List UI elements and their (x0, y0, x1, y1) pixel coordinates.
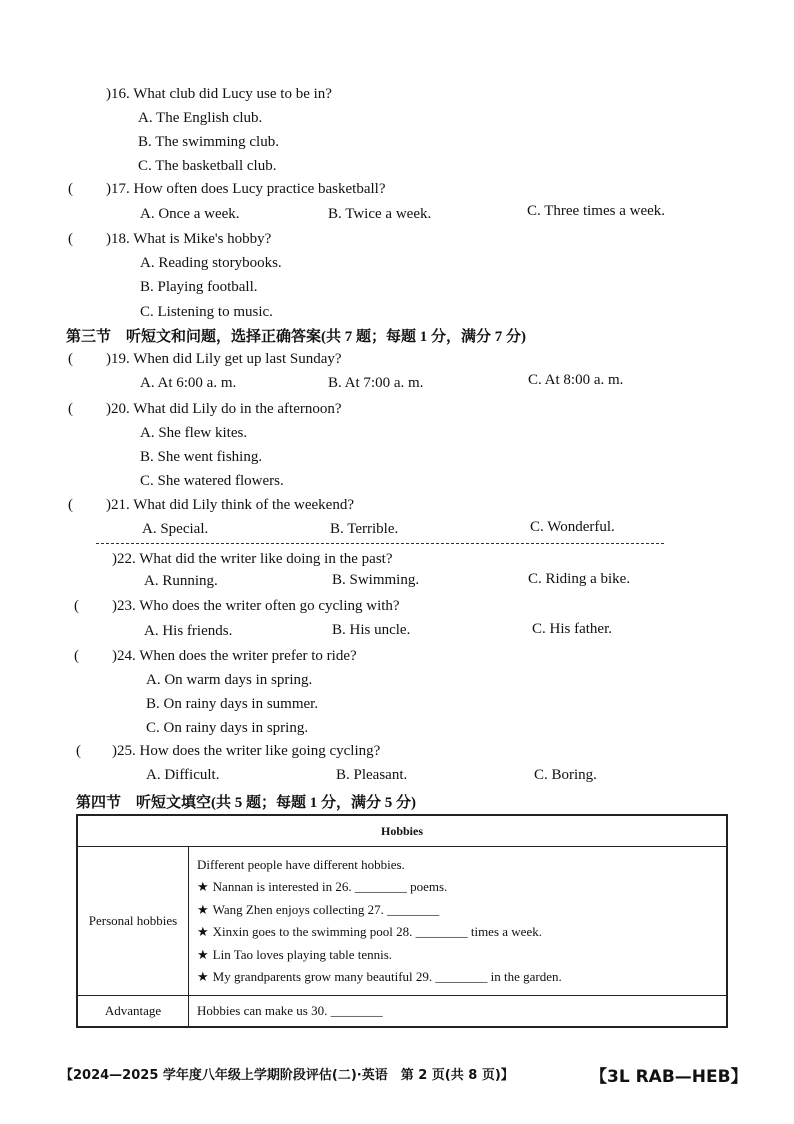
option-a: A. On warm days in spring. (146, 672, 313, 688)
personal-hobbies-label: Personal hobbies (77, 847, 189, 996)
question-text: Who does the writer often go cycling with? (139, 598, 400, 614)
star-icon: ★ (197, 946, 209, 962)
question-text: What club did Lucy use to be in? (133, 86, 332, 102)
question-21 (106, 497, 354, 514)
star-icon: ★ (197, 924, 209, 939)
question-25 (112, 743, 380, 760)
option-c: C. Listening to music. (140, 304, 273, 320)
section-4-heading: 第四节 听短文填空(共 5 题；每题 1 分，满分 5 分) (76, 795, 416, 811)
question-number: )16. (106, 86, 130, 102)
list-item (197, 944, 718, 967)
answer-bracket: ( (74, 648, 79, 664)
personal-hobbies-cell (189, 847, 728, 996)
option-b: B. On rainy days in summer. (146, 696, 319, 712)
option-a: A. Special. (142, 521, 209, 537)
option-b: B. She went fishing. (140, 449, 263, 465)
question-text: How often does Lucy practice basketball? (133, 181, 386, 197)
advantage-label: Advantage (77, 996, 189, 1028)
question-number: )23. (112, 598, 136, 614)
list-item (197, 921, 718, 944)
page-footer: 【2024—2025 学年度八年级上学期阶段评估(二)·英语 第 2 页(共 8 页)】 (60, 1068, 514, 1083)
option-c: C. Three times a week. (527, 203, 666, 219)
option-b: B. Pleasant. (336, 767, 408, 783)
dashed-divider (96, 543, 664, 544)
option-a: A. The English club. (138, 110, 263, 126)
option-a: A. His friends. (144, 623, 233, 639)
question-text: When did Lily get up last Sunday? (133, 351, 342, 367)
question-19 (106, 351, 342, 368)
question-number: )22. (112, 551, 136, 567)
star-icon: ★ (197, 879, 209, 894)
question-22 (112, 551, 393, 568)
option-b: B. The swimming club. (138, 134, 279, 150)
option-c: C. Riding a bike. (528, 571, 631, 587)
option-b: B. Twice a week. (328, 206, 432, 222)
answer-bracket: ( (74, 598, 79, 614)
question-text: How does the writer like going cycling? (139, 743, 381, 759)
question-text: What did Lily think of the weekend? (133, 497, 355, 513)
question-number: )17. (106, 181, 130, 197)
answer-bracket: ( (68, 181, 73, 197)
blank-26: Nannan is interested in 26. ________ poems. (212, 879, 448, 894)
answer-bracket: ( (68, 351, 73, 367)
table-title: Hobbies (77, 815, 727, 847)
option-b: B. Swimming. (332, 572, 420, 588)
question-23 (112, 598, 400, 615)
question-number: )20. (106, 401, 130, 417)
blank-29: My grandparents grow many beautiful 29. ________ in the garden. (212, 969, 562, 984)
question-17 (106, 181, 385, 198)
question-16 (106, 86, 332, 103)
lin-tao-line: Lin Tao loves playing table tennis. (212, 946, 393, 962)
list-item (197, 899, 718, 922)
question-text: What did Lily do in the afternoon? (133, 401, 342, 417)
question-18 (106, 231, 271, 248)
option-b: B. Terrible. (330, 521, 399, 537)
option-c: C. His father. (532, 621, 612, 637)
option-c: C. At 8:00 a. m. (528, 372, 624, 388)
option-b: B. Playing football. (140, 279, 258, 295)
option-c: C. On rainy days in spring. (146, 720, 309, 736)
question-number: )21. (106, 497, 130, 513)
star-icon: ★ (197, 969, 209, 984)
option-a: A. At 6:00 a. m. (140, 375, 237, 391)
intro-line: Different people have different hobbies. (197, 856, 405, 872)
question-text: What did the writer like doing in the past? (139, 551, 393, 567)
answer-bracket: ( (68, 231, 73, 247)
option-c: C. Wonderful. (530, 519, 615, 535)
question-20 (106, 401, 342, 418)
list-item (197, 966, 718, 989)
option-a: A. Once a week. (140, 206, 240, 222)
option-a: A. Reading storybooks. (140, 255, 282, 271)
blank-27: Wang Zhen enjoys collecting 27. ________ (212, 901, 440, 917)
answer-bracket: ( (76, 743, 81, 759)
option-c: C. She watered flowers. (140, 473, 284, 489)
list-item (197, 876, 718, 899)
blank-28: Xinxin goes to the swimming pool 28. ________ times a week. (212, 924, 542, 939)
answer-bracket: ( (68, 497, 73, 513)
option-b: B. His uncle. (332, 622, 411, 638)
star-icon: ★ (197, 901, 209, 917)
section-3-heading: 第三节 听短文和问题，选择正确答案(共 7 题；每题 1 分，满分 7 分) (66, 329, 526, 345)
question-24 (112, 648, 357, 665)
question-number: )24. (112, 648, 136, 664)
option-c: C. Boring. (534, 767, 597, 783)
question-number: )18. (106, 231, 130, 247)
answer-bracket: ( (68, 401, 73, 417)
publisher-code: 【3L RAB—HEB】 (590, 1067, 748, 1087)
question-text: What is Mike's hobby? (133, 231, 272, 247)
question-text: When does the writer prefer to ride? (139, 648, 357, 664)
question-number: )19. (106, 351, 130, 367)
option-a: A. Running. (144, 573, 218, 589)
hobbies-table (76, 814, 728, 1028)
question-number: )25. (112, 743, 136, 759)
option-b: B. At 7:00 a. m. (328, 375, 424, 391)
blank-30: Hobbies can make us 30. ________ (189, 996, 728, 1028)
option-c: C. The basketball club. (138, 158, 277, 174)
option-a: A. Difficult. (146, 767, 220, 783)
option-a: A. She flew kites. (140, 425, 248, 441)
